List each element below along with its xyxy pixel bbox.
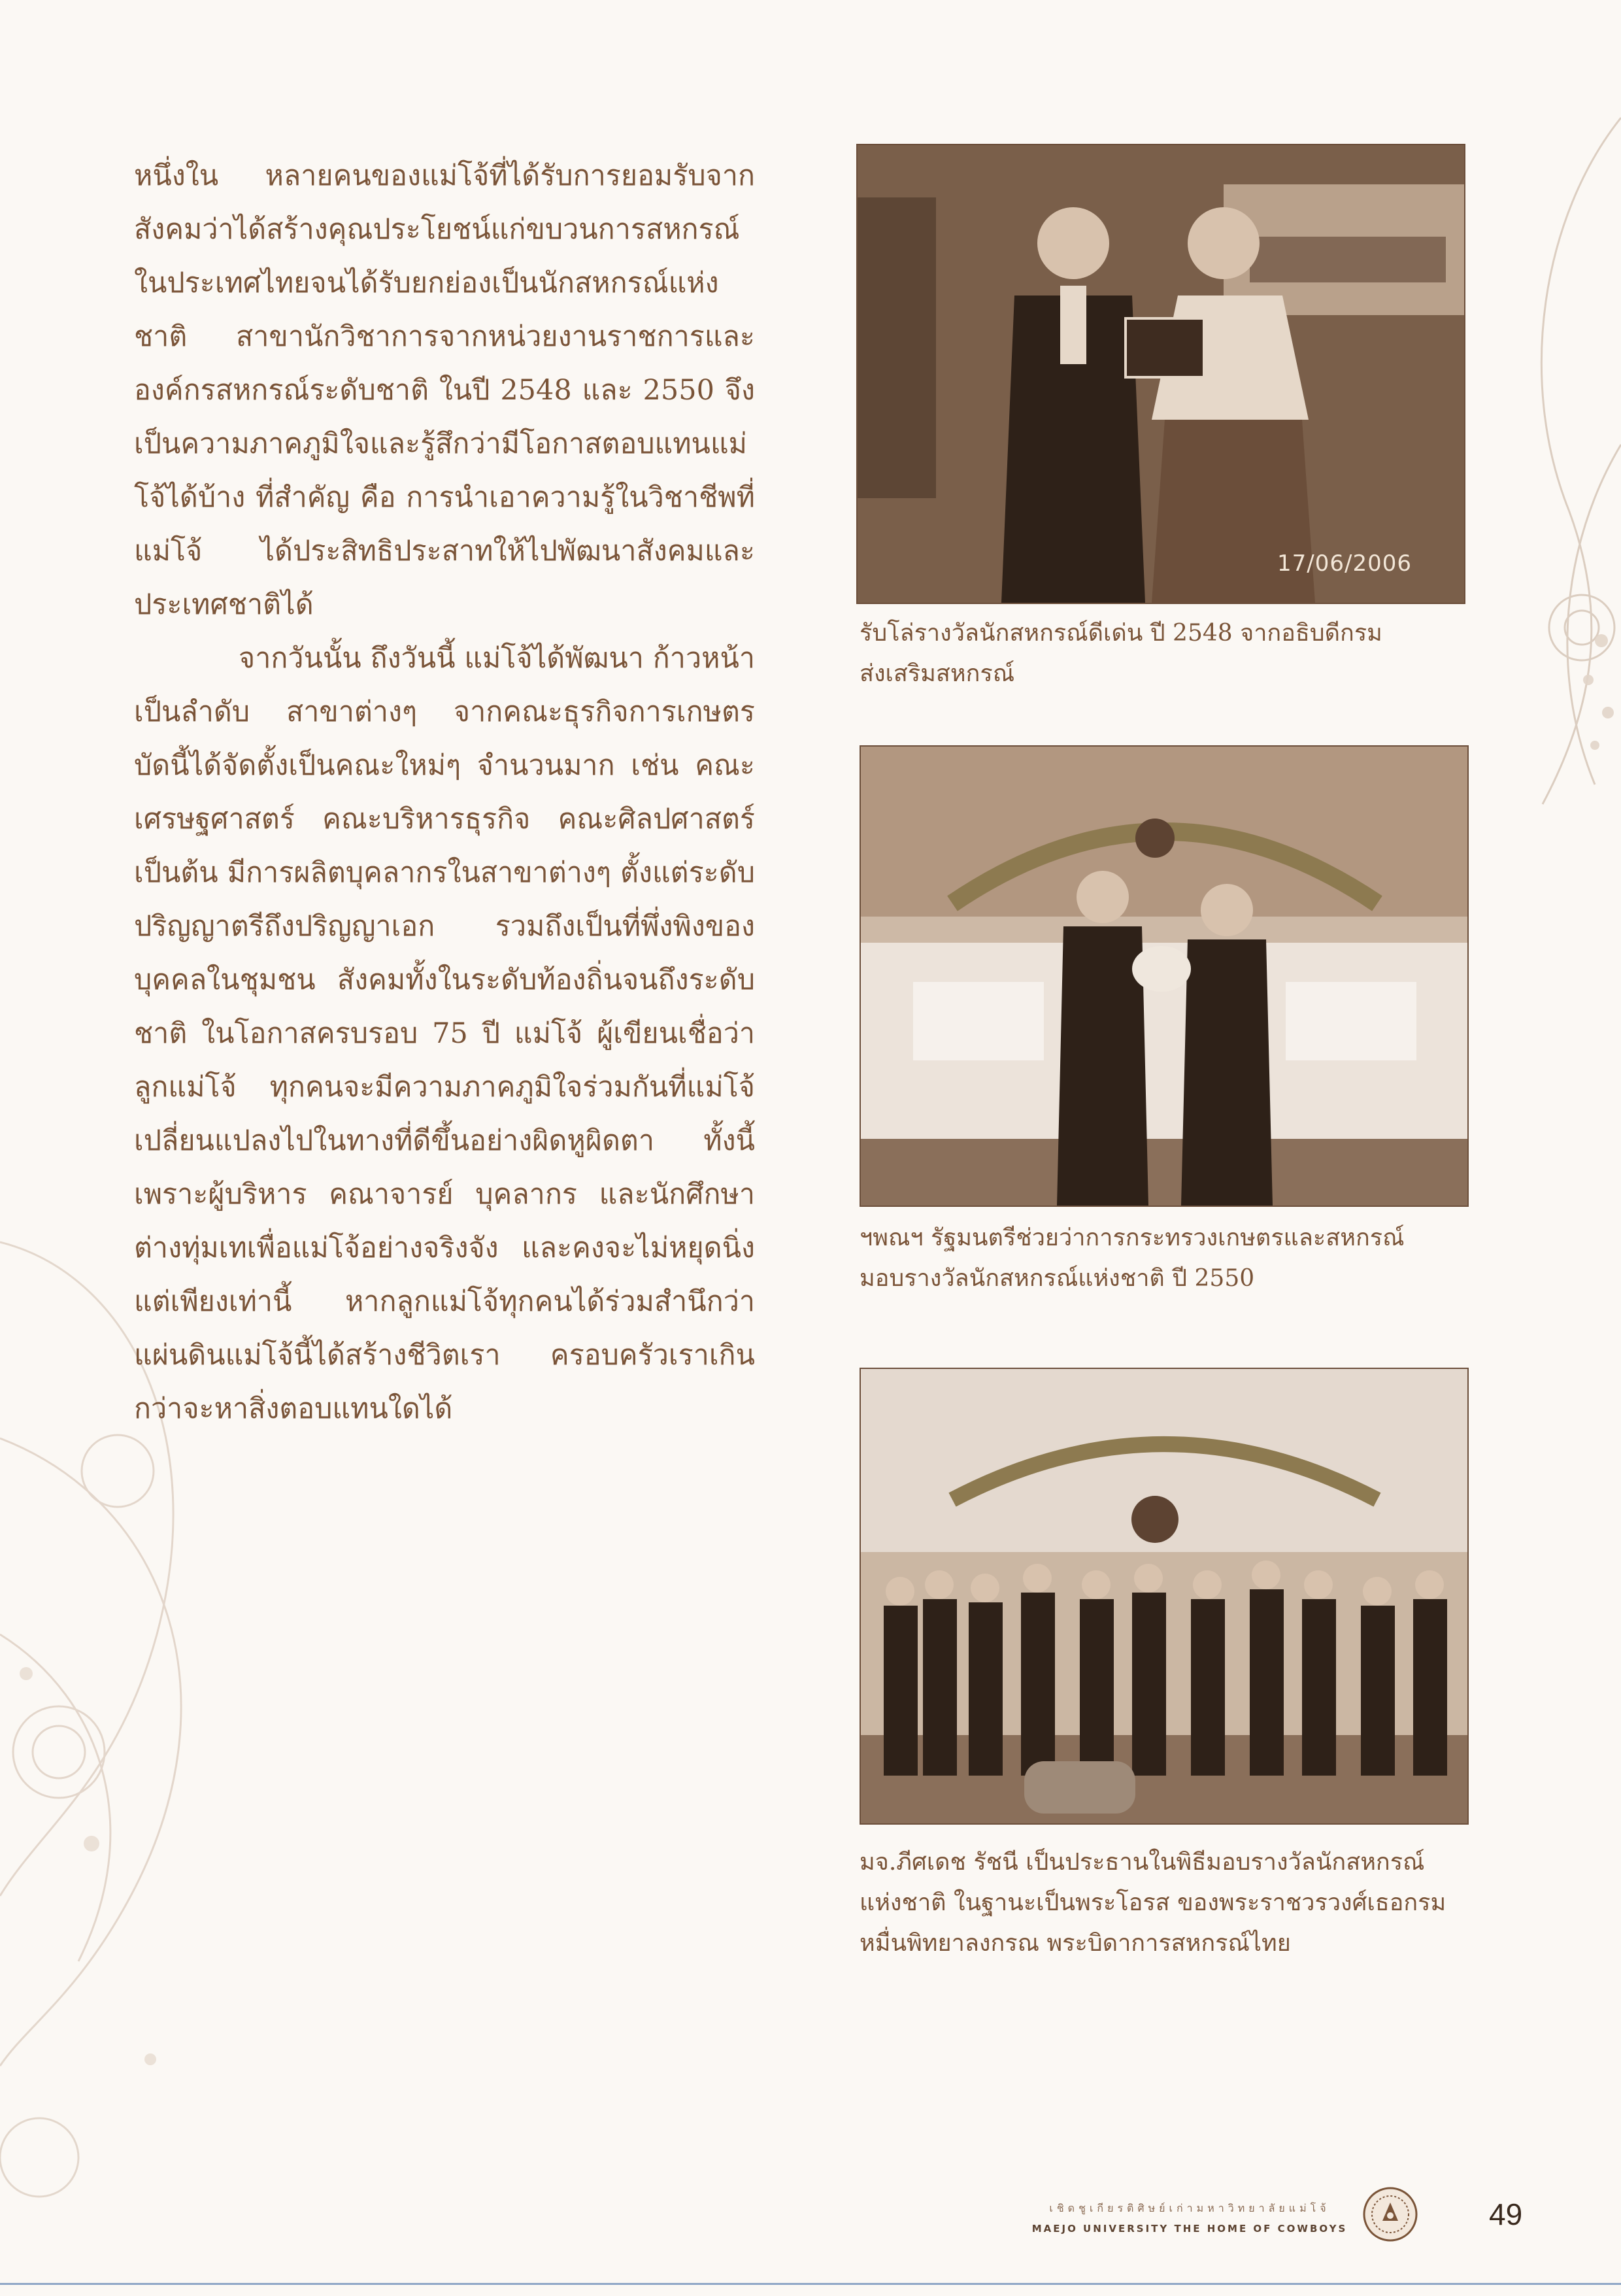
photo-date-stamp: 17/06/2006 bbox=[1277, 550, 1412, 577]
photo-award-at-monument bbox=[860, 745, 1469, 1207]
footer-university-name: MAEJO UNIVERSITY THE HOME OF COWBOYS bbox=[1031, 2223, 1348, 2235]
bottom-divider bbox=[0, 2283, 1621, 2285]
caption-photo-3 bbox=[860, 1842, 1487, 1964]
caption-line: รับโล่รางวัลนักสหกรณ์ดีเด่น ปี 2548 จากอธิบดีกรม bbox=[860, 620, 1382, 647]
body-paragraph: หนึ่งใน หลายคนของแม่โจ้ที่ได้รับการยอมรับจากสังคมว่าได้สร้างคุณประโยชน์แก่ขบวนการสหกรณ์ในประเทศไทยจนได้รับยกย่องเป็นนักสหกรณ์แห่งชาติ สาขานักวิชาการจากหน่วยงานราชการและองค์กรสหกรณ์ระดับชาติ ในปี 2548 และ 2550 จึงเป็นความภาคภูมิใจและรู้สึกว่ามีโอกาสตอบแทนแม่โจ้ได้บ้าง ที่สำคัญ คือ การนำเอาความรู้ในวิชาชีพที่แม่โจ้ ได้ประสิทธิประสาทให้ไปพัฒนาสังคมและประเทศชาติได้ bbox=[134, 160, 755, 621]
caption-line: ฯพณฯ รัฐมนตรีช่วยว่าการกระทรวงเกษตรและสหกรณ์ bbox=[860, 1224, 1405, 1251]
caption-line: ส่งเสริมสหกรณ์ bbox=[860, 660, 1015, 687]
photo-1-image bbox=[858, 145, 1464, 603]
caption-photo-1 bbox=[860, 613, 1487, 694]
university-emblem-icon bbox=[1363, 2187, 1418, 2242]
photo-3-image bbox=[861, 1369, 1467, 1823]
caption-line: มอบรางวัลนักสหกรณ์แห่งชาติ ปี 2550 bbox=[860, 1265, 1255, 1292]
page-number: 49 bbox=[1489, 2197, 1523, 2231]
caption-photo-2 bbox=[860, 1218, 1487, 1299]
decorative-swirl-right bbox=[1464, 52, 1621, 1491]
photo-group-at-monument bbox=[860, 1368, 1469, 1825]
caption-line: มจ.ภีศเดช รัชนี เป็นประธานในพิธีมอบรางวัลนักสหกรณ์ bbox=[860, 1849, 1425, 1876]
photo-2-image bbox=[861, 747, 1467, 1206]
caption-line: หมื่นพิทยาลงกรณ พระบิดาการสหกรณ์ไทย bbox=[860, 1930, 1291, 1957]
article-body bbox=[134, 149, 755, 1436]
caption-line: แห่งชาติ ในฐานะเป็นพระโอรส ของพระราชวรวงศ์เธอกรม bbox=[860, 1889, 1446, 1916]
photo-award-ceremony-stage bbox=[856, 144, 1465, 604]
body-paragraph: จากวันนั้น ถึงวันนี้ แม่โจ้ได้พัฒนา ก้าวหน้าเป็นลำดับ สาขาต่างๆ จากคณะธุรกิจการเกษตรบัดนี้ได้จัดตั้งเป็นคณะใหม่ๆ จำนวนมาก เช่น คณะเศรษฐศาสตร์ คณะบริหารธุรกิจ คณะศิลปศาสตร์ เป็นต้น มีการผลิตบุคลากรในสาขาต่างๆ ตั้งแต่ระดับปริญญาตรีถึงปริญญาเอก รวมถึงเป็นที่พึ่งพิงของบุคคลในชุมชน สังคมทั้งในระดับท้องถิ่นจนถึงระดับชาติ ในโอกาสครบรอบ 75 ปี แม่โจ้ ผู้เขียนเชื่อว่า ลูกแม่โจ้ ทุกคนจะมีความภาคภูมิใจร่วมกันที่แม่โจ้เปลี่ยนแปลงไปในทางที่ดีขึ้นอย่างผิดหูผิดตา ทั้งนี้เพราะผู้บริหาร คณาจารย์ บุคลากร และนักศึกษาต่างทุ่มเทเพื่อแม่โจ้อย่างจริงจัง และคงจะไม่หยุดนิ่งแต่เพียงเท่านี้ หากลูกแม่โจ้ทุกคนได้ร่วมสำนึกว่าแผ่นดินแม่โจ้นี้ได้สร้างชีวิตเรา ครอบครัวเราเกินกว่าจะหาสิ่งตอบแทนใดได้ bbox=[134, 642, 755, 1425]
footer-tagline: เชิดชูเกียรติศิษย์เก่ามหาวิทยาลัยแม่โจ้ bbox=[1049, 2202, 1330, 2214]
